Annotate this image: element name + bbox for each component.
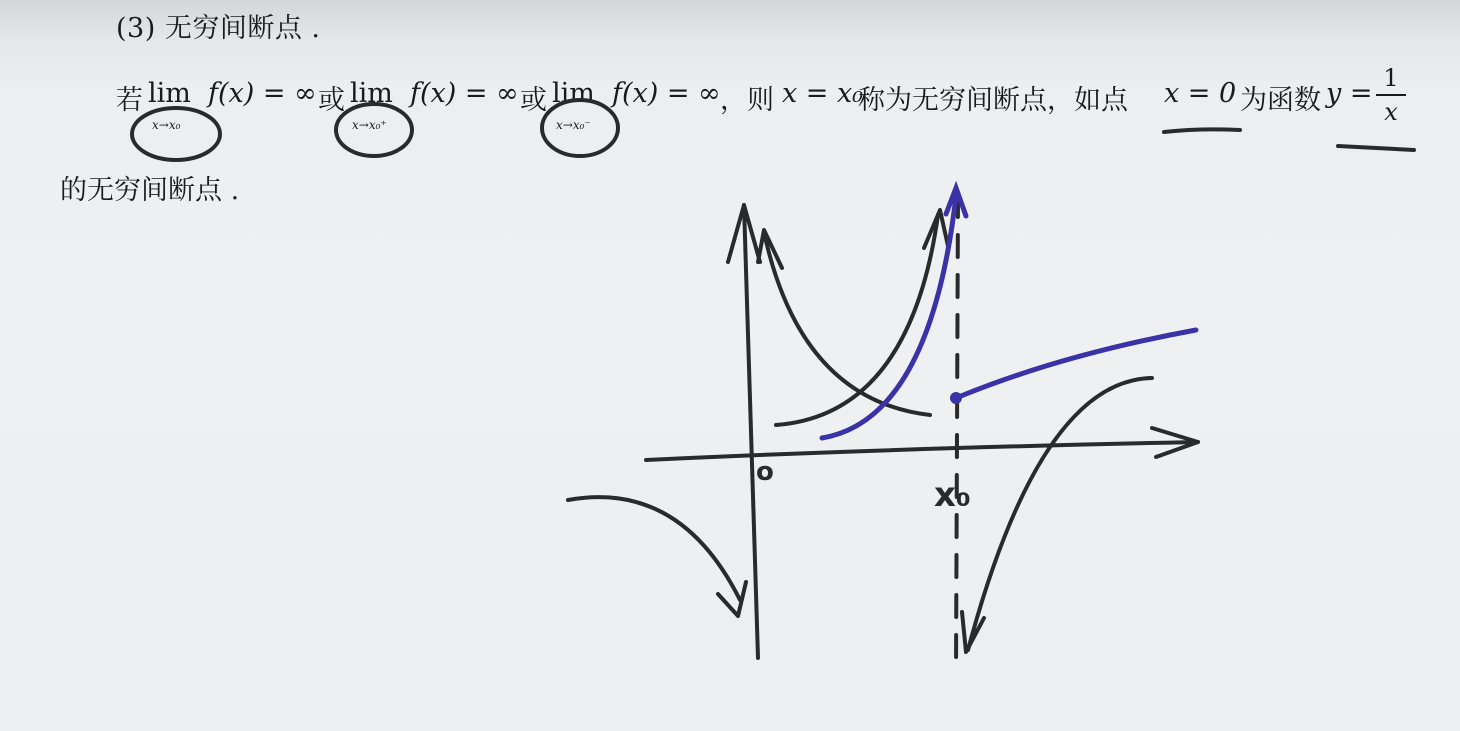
x0-label: x₀ bbox=[934, 475, 971, 515]
section-heading: (3) 无穷间断点 . bbox=[116, 13, 321, 44]
condition-expr: x = x₀ bbox=[782, 78, 864, 109]
x-axis bbox=[646, 442, 1198, 460]
fraction-denominator: x bbox=[1384, 98, 1398, 126]
lim-expr-1: f(x) = ∞ bbox=[208, 78, 317, 109]
prefix-text: 若 bbox=[116, 85, 143, 116]
y-equals: y = bbox=[1326, 78, 1373, 109]
lim-word-3: lim bbox=[552, 78, 595, 109]
lim-sub-1: x→x₀ bbox=[152, 118, 181, 132]
then-text: ，则 bbox=[720, 85, 774, 116]
or-text-2: 或 bbox=[520, 85, 547, 116]
curve-black-rising bbox=[776, 215, 938, 425]
definition-line-2: 的无穷间断点 . bbox=[60, 175, 240, 206]
underline-fraction bbox=[1338, 146, 1414, 150]
underline-point bbox=[1164, 129, 1240, 132]
circle-annotation-3 bbox=[542, 100, 618, 156]
called-text: 称为无穷间断点，如点 bbox=[858, 85, 1128, 116]
curve-decreasing-right bbox=[764, 232, 930, 415]
lim-expr-3: f(x) = ∞ bbox=[612, 78, 721, 109]
lim-word-1: lim bbox=[148, 78, 191, 109]
asymptote-dashed bbox=[956, 195, 958, 672]
blue-dot bbox=[950, 392, 962, 404]
curve-right-branch bbox=[968, 378, 1152, 650]
lim-sub-2: x→x₀⁺ bbox=[352, 118, 387, 132]
fraction-numerator: 1 bbox=[1383, 64, 1399, 92]
curve-left-down bbox=[568, 497, 740, 600]
lim-word-2: lim bbox=[350, 78, 393, 109]
origin-label: o bbox=[756, 457, 774, 487]
lim-expr-2: f(x) = ∞ bbox=[410, 78, 519, 109]
curve-blue-right bbox=[956, 330, 1196, 398]
lim-sub-3: x→x₀⁻ bbox=[556, 118, 591, 132]
or-text-1: 或 bbox=[318, 85, 345, 116]
circle-annotation-1 bbox=[132, 108, 220, 160]
point-expr: x = 0 bbox=[1164, 78, 1237, 109]
circle-annotation-2 bbox=[336, 104, 412, 156]
as-func-text: 为函数 bbox=[1240, 85, 1321, 116]
